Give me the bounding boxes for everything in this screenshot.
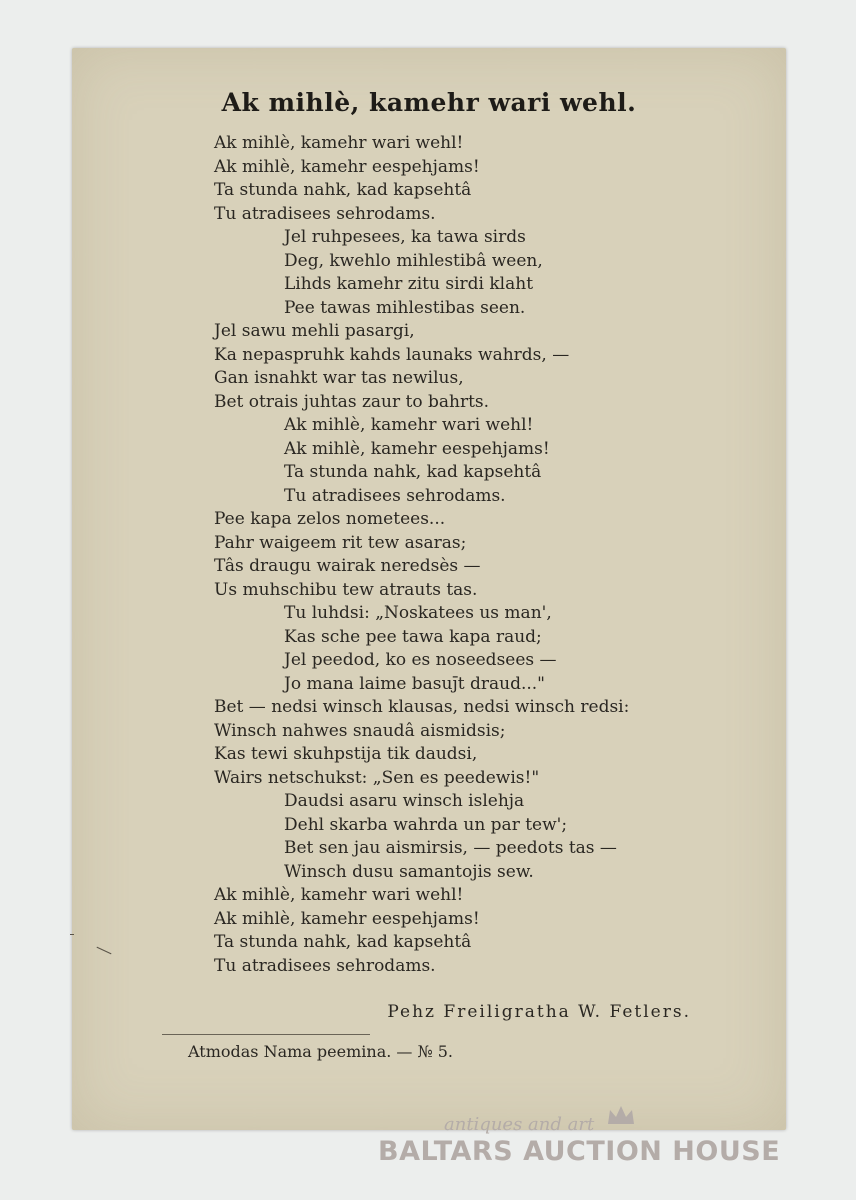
poem-line: Lihds kamehr zitu sirdi klaht	[284, 274, 534, 294]
poem-line: Jel ruhpesees, ka tawa sirds	[284, 227, 526, 247]
poem-line: Daudsi asaru winsch islehja	[284, 791, 525, 811]
poem-line: Wairs netschukst: „Sen es peedewis!"	[214, 767, 540, 788]
poem-line: Ak mihlè, kamehr wari wehl!	[214, 133, 464, 153]
poem-line: Us muhschibu tew atrauts tas.	[214, 579, 478, 600]
poem-line: Bet sen jau aismirsis, — peedots tas —	[284, 838, 617, 858]
poem-line: Ta stunda nahk, kad kapsehtâ	[284, 462, 542, 482]
edge-mark	[70, 934, 74, 935]
poem-line: Pee kapa zelos nometees...	[214, 509, 446, 529]
poem-line: Winsch dusu samantojis sew.	[284, 861, 534, 882]
edge-mark	[97, 947, 112, 955]
watermark-brand: BALTARS AUCTION HOUSE	[378, 1136, 781, 1167]
attribution: Pehz Freiligratha W. Fetlers.	[387, 1002, 691, 1022]
poem-line: Jo mana laime basuj̄t draud..."	[284, 673, 545, 694]
poem-line: Bet otrais juhtas zaur to bahrts.	[214, 391, 490, 412]
poem-line: Kas sche pee tawa kapa raud;	[284, 626, 542, 647]
watermark-tagline: antiques and art	[444, 1114, 595, 1135]
poem-line: Ta stunda nahk, kad kapsehtâ	[214, 180, 472, 200]
poem-line: Tu atradisees sehrodams.	[214, 203, 436, 224]
poem-line: Kas tewi skuhpstija tik daudsi,	[214, 744, 478, 764]
poem-line: Ak mihlè, kamehr wari wehl!	[284, 415, 534, 435]
poem-body	[214, 132, 629, 978]
auction-watermark	[378, 1112, 781, 1172]
poem-line: Bet — nedsi winsch klausas, nedsi winsch redsi:	[214, 697, 630, 717]
poem-line: Ak mihlè, kamehr eespehjams!	[214, 908, 480, 929]
crown-icon	[606, 1104, 636, 1126]
poem-line: Ka nepaspruhk kahds launaks wahrds, —	[214, 344, 570, 365]
poem-line: Deg, kwehlo mihlestibâ ween,	[284, 250, 543, 271]
poem-line: Pee tawas mihlestibas seen.	[284, 297, 526, 318]
poem-line: Ak mihlè, kamehr wari wehl!	[214, 885, 464, 905]
divider-line	[162, 1034, 370, 1035]
footer-caption: Atmodas Nama peemina. — № 5.	[188, 1042, 453, 1061]
poem-line: Gan isnahkt war tas newilus,	[214, 368, 464, 388]
poem-line: Pahr waigeem rit tew asaras;	[214, 532, 467, 553]
poem-line: Dehl skarba wahrda un par tew';	[284, 814, 568, 835]
poem-line: Jel sawu mehli pasargi,	[214, 321, 415, 341]
poem-line: Ak mihlè, kamehr eespehjams!	[214, 156, 480, 177]
poem-line: Ta stunda nahk, kad kapsehtâ	[214, 932, 472, 952]
poem-title: Ak mihlè, kamehr wari wehl.	[221, 88, 637, 117]
poem-line: Ak mihlè, kamehr eespehjams!	[284, 438, 550, 459]
postcard	[72, 48, 786, 1130]
poem-line: Winsch nahwes snaudâ aismidsis;	[214, 720, 506, 741]
poem-line: Tu atradisees sehrodams.	[284, 485, 506, 506]
poem-line: Tâs draugu wairak neredsès —	[214, 556, 481, 576]
poem-line: Jel peedod, ko es noseedsees —	[284, 650, 557, 670]
poem-line: Tu atradisees sehrodams.	[214, 955, 436, 976]
poem-line: Tu luhdsi: „Noskatees us man',	[284, 603, 552, 623]
